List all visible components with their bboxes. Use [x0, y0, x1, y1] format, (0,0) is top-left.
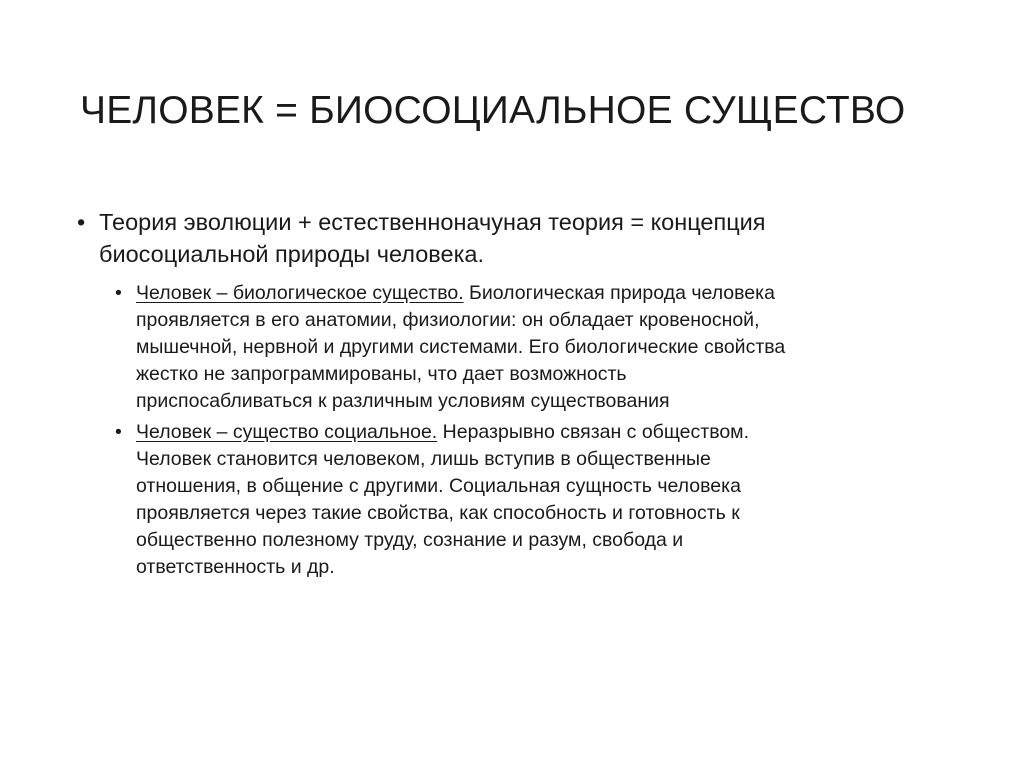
bullet-dot-icon: • [115, 282, 122, 304]
sub-bullet-line: мышечной, нервной и другими системами. Его биологические свойства [136, 336, 786, 358]
sub-bullet-line: ответственность и др. [136, 556, 335, 578]
bullet-dot-icon: • [77, 209, 86, 235]
sub-bullet-line: проявляется в его анатомии, физиологии: он обладает кровеносной, [136, 309, 760, 331]
sub-bullet-first-line [136, 280, 957, 307]
sub-bullet-line: отношения, в общение с другими. Социальная сущность человека [136, 475, 741, 497]
sub-bullet-biological [115, 280, 957, 415]
main-bullet-line: биосоциальной природы человека. [99, 241, 484, 267]
sub-bullet-line: общественно полезному труду, сознание и разум, свобода и [136, 529, 684, 551]
sub-bullet-line: Человек становится человеком, лишь вступив в общественные [136, 448, 711, 470]
sub-bullet-list [115, 280, 957, 581]
sub-bullet-line: жестко не запрограммированы, что дает возможность [136, 363, 627, 385]
slide-content [77, 206, 957, 585]
sub-bullet-social [115, 419, 957, 581]
sub-bullet-first-line [136, 419, 957, 446]
sub-bullet-line: проявляется через такие свойства, как способность и готовность к [136, 502, 740, 524]
sub-bullet-line: приспосабливаться к различным условиям существования [136, 390, 670, 412]
main-bullet [77, 206, 957, 270]
sub-bullet-heading: Человек – биологическое существо. [136, 282, 464, 304]
slide-title: ЧЕЛОВЕК = БИОСОЦИАЛЬНОЕ СУЩЕСТВО [80, 89, 906, 132]
sub-bullet-text: Неразрывно связан с обществом. [437, 421, 750, 443]
sub-bullet-heading: Человек – существо социальное. [136, 421, 438, 443]
sub-bullet-text: Биологическая природа человека [463, 282, 775, 304]
main-bullet-line: Теория эволюции + естественноначуная теория = концепция [99, 209, 766, 235]
bullet-dot-icon: • [115, 421, 122, 443]
